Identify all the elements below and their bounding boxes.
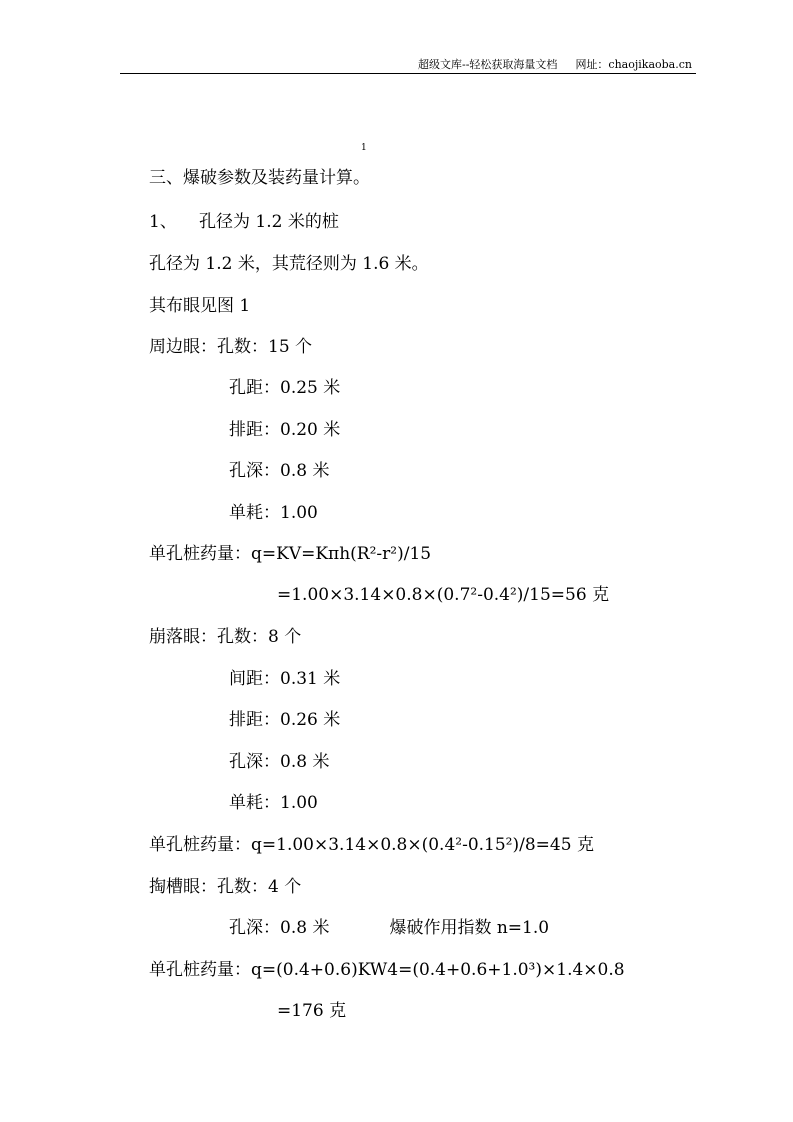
collapse-param: 间距：0.31 米 (229, 669, 341, 689)
intro-line: 其布眼见图 1 (149, 296, 251, 316)
perimeter-charge-formula: 单孔桩药量：q=KV=Kπh(R²-r²)/15 (149, 544, 432, 564)
header-divider (120, 73, 696, 74)
perimeter-param: 孔距：0.25 米 (229, 378, 341, 398)
intro-line: 孔径为 1.2 米，其荒径则为 1.6 米。 (149, 254, 429, 274)
cut-holes-params (229, 917, 549, 939)
perimeter-param: 单耗：1.00 (229, 503, 318, 523)
subsection-heading (149, 211, 339, 233)
subsection-number: 1、 (149, 212, 177, 232)
cut-holes-depth: 孔深：0.8 米 (229, 918, 330, 938)
section-title: 三、爆破参数及装药量计算。 (149, 168, 370, 188)
page-header (418, 56, 692, 72)
collapse-param: 孔深：0.8 米 (229, 752, 330, 772)
page-number: 1 (361, 143, 367, 153)
perimeter-param: 排距：0.20 米 (229, 420, 341, 440)
collapse-param: 单耗：1.00 (229, 793, 318, 813)
cut-holes-heading: 掏槽眼：孔数：4 个 (149, 877, 302, 897)
blast-index: 爆破作用指数 n=1.0 (389, 918, 550, 938)
subsection-title: 孔径为 1.2 米的桩 (199, 212, 339, 232)
collapse-charge-formula: 单孔桩药量：q=1.00×3.14×0.8×(0.4²-0.15²)/8=45 克 (149, 835, 594, 855)
collapse-holes-heading: 崩落眼：孔数：8 个 (149, 627, 302, 647)
site-url: 网址：chaojikaoba.cn (575, 58, 692, 71)
site-name: 超级文库--轻松获取海量文档 (418, 58, 558, 71)
perimeter-charge-result: =1.00×3.14×0.8×(0.7²-0.4²)/15=56 克 (277, 585, 610, 605)
perimeter-param: 孔深：0.8 米 (229, 461, 330, 481)
perimeter-holes-heading: 周边眼：孔数：15 个 (149, 337, 313, 357)
cut-charge-result: =176 克 (277, 1001, 347, 1021)
cut-charge-formula: 单孔桩药量：q=(0.4+0.6)KW4=(0.4+0.6+1.0³)×1.4×0.8 (149, 960, 625, 980)
collapse-param: 排距：0.26 米 (229, 710, 341, 730)
